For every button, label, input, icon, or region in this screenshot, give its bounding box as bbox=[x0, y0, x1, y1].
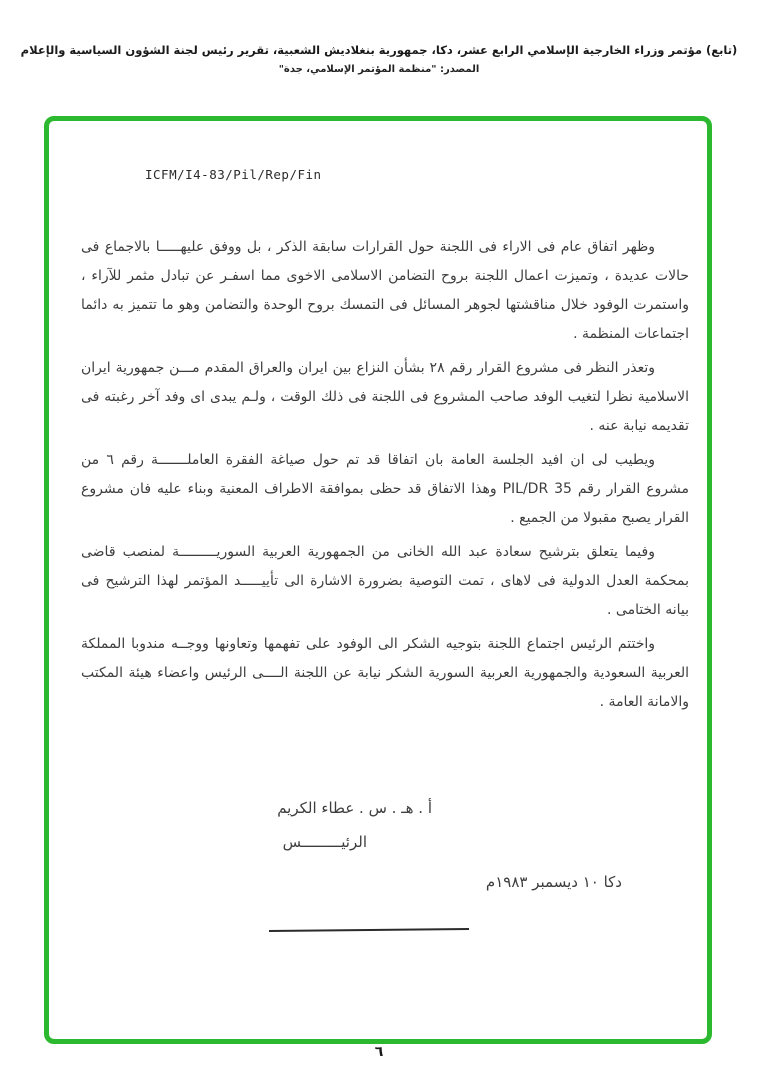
document-body bbox=[81, 233, 689, 722]
document-scan-frame bbox=[44, 116, 712, 1044]
paragraph: واختتم الرئيس اجتماع اللجنة بتوجيه الشكر الى الوفود على تفهمها وتعاونها ووجــه مندوبا المملكة العربية السعودية والجمهورية العربية السورية الشكر نيابة عن اللجنة الــــى الرئيس واعضاء هيئة المكتب والامانة العامة . bbox=[81, 636, 689, 710]
document-scan bbox=[49, 121, 707, 1039]
caption-title: (تابع) مؤتمر وزراء الخارجية الإسلامي الرابع عشر، دكا، جمهورية بنغلاديش الشعبية، تقرير رئيس لجنة الشؤون السياسية والإعلام bbox=[20, 43, 738, 57]
signature-name: أ . هـ . س . عطاء الكريم bbox=[277, 799, 432, 817]
closing-rule bbox=[269, 928, 469, 932]
dateline: دكا ١٠ ديسمبر ١٩٨٣م bbox=[485, 873, 622, 891]
paragraph: وتعذر النظر فى مشروع القرار رقم ٢٨ بشأن النزاع بين ايران والعراق المقدم مـــن جمهورية ايران الاسلامية نظرا لتغيب الوفد صاحب المشروع فى اللجنة فى ذلك الوقت ، ولـم يبدى اى وفد آخر رغبته فى تقديمه نيابة عنه . bbox=[81, 360, 689, 434]
caption-source: المصدر: "منظمة المؤتمر الإسلامي، جدة" bbox=[278, 64, 480, 75]
paragraph: وظهر اتفاق عام فى الاراء فى اللجنة حول القرارات سابقة الذكر ، بل ووفق عليهـــــا بالاجماع فى حالات عديدة ، وتميزت اعمال اللجنة بروح التضامن الاسلامى الاخوى مما اسفـر عن تبادل مثمر للآراء ، واستمرت الوفود خلال مناقشتها لجوهر المسائل فى التمسك بروح الوحدة والتضامن وهو ما تتميز به دائما اجتماعات المنظمة . bbox=[81, 239, 689, 342]
page-number: ٦ bbox=[374, 1044, 384, 1060]
signature-title: الرئيـــــــــس bbox=[282, 833, 367, 851]
caption-header bbox=[0, 42, 758, 75]
paragraph: وفيما يتعلق بترشيح سعادة عبد الله الخانى من الجمهورية العربية السوريـــــــــة لمنصب قاضى بمحكمة العدل الدولية فى لاهاى ، تمت التوصية بضرورة الاشارة الى تأييـــــد المؤتمر لهذا الترشيح فى بيانه الختامى . bbox=[81, 544, 689, 618]
paragraph: ويطيب لى ان افيد الجلسة العامة بان اتفاقا قد تم حول صياغة الفقرة العاملـــــــة رقم ٦ من مشروع القرار رقم PIL/DR 35 وهذا الاتفاق قد حظى بموافقة الاطراف المعنية وبناء عليه فان مشروع القرار يصبح مقبولا من الجميع . bbox=[81, 452, 689, 526]
reference-code: ICFM/I4-83/Pil/Rep/Fin bbox=[145, 167, 322, 182]
